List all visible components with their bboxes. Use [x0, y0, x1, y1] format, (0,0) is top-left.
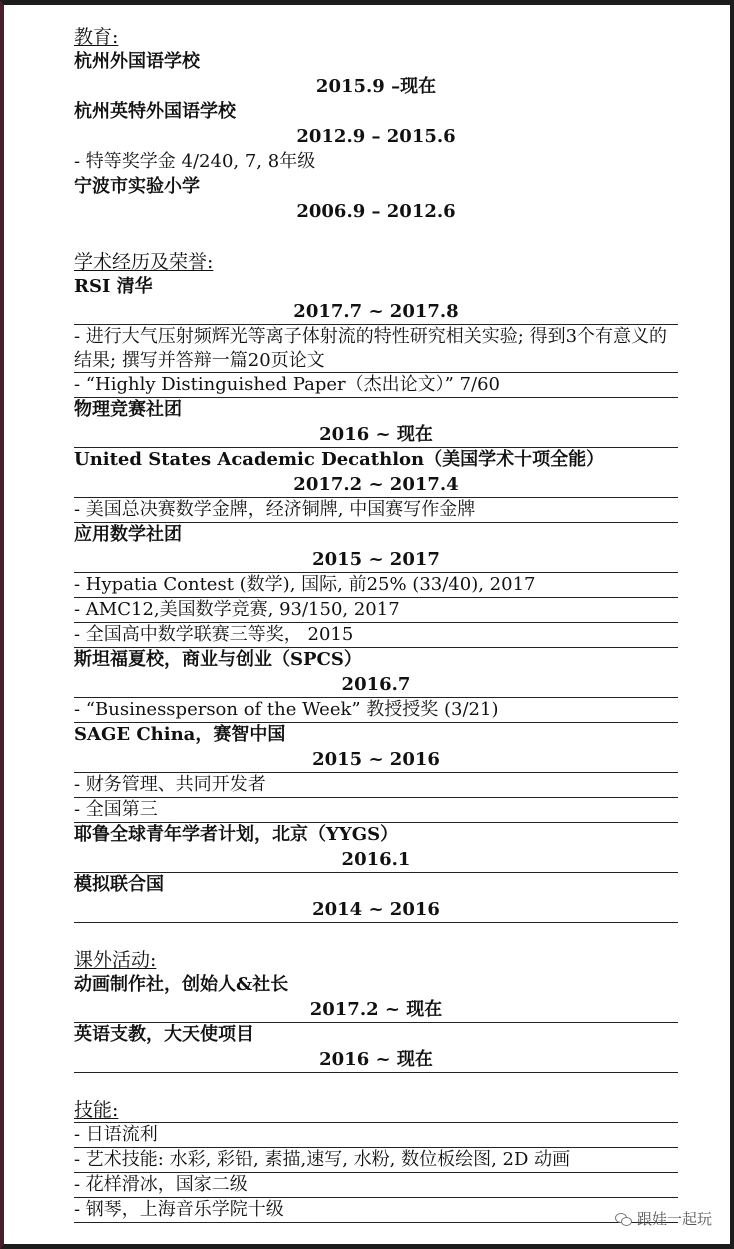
mun-date: 2014 ~ 2016 [74, 898, 678, 923]
sage-title: SAGE China，赛智中国 [74, 724, 286, 745]
animation-date: 2017.2 ~ 现在 [74, 998, 678, 1023]
school-title: 杭州外国语学校 [74, 51, 200, 72]
physics-date: 2016 ~ 现在 [74, 423, 678, 448]
skills-heading: 技能: [74, 1098, 678, 1123]
decathlon-detail: - 美国总决赛数学金牌，经济铜牌, 中国赛写作金牌 [74, 498, 678, 523]
rsi-detail: - 进行大气压射频辉光等离子体射流的特性研究相关实验; 得到3个有意义的结果; 撰写并答辩一篇20页论文 [74, 325, 678, 373]
math-title: 应用数学社团 [74, 524, 182, 545]
sage-detail: - 全国第三 [74, 798, 678, 823]
school-date: 2015.9 –现在 [315, 76, 437, 97]
math-detail: - Hypatia Contest (数学), 国际, 前25% (33/40), 2017 [74, 573, 678, 598]
skills-section [74, 1098, 678, 1223]
school-title: 宁波市实验小学 [74, 176, 200, 197]
yygs-date: 2016.1 [74, 848, 678, 873]
math-detail: - AMC12,美国数学竞赛, 93/150, 2017 [74, 598, 678, 623]
watermark-text: 跟娃一起玩 [636, 1210, 712, 1228]
academic-section [74, 250, 678, 923]
teaching-date: 2016 ~ 现在 [74, 1048, 678, 1073]
school-title: 杭州英特外国语学校 [74, 101, 236, 122]
section-gap [74, 923, 678, 948]
animation-title: 动画制作社，创始人&社长 [74, 974, 289, 995]
skill-item: - 日语流利 [74, 1123, 678, 1148]
school-date: 2012.9 – 2015.6 [296, 126, 456, 147]
spcs-detail: - “Businessperson of the Week” 教授授奖 (3/21) [74, 698, 678, 723]
rsi-date: 2017.7 ~ 2017.8 [74, 300, 678, 325]
skill-item: - 花样滑冰，国家二级 [74, 1173, 678, 1198]
skill-item: - 钢琴，上海音乐学院十级 [74, 1198, 678, 1223]
spcs-date: 2016.7 [74, 673, 678, 698]
extracurricular-section [74, 948, 678, 1073]
wechat-icon [615, 1212, 633, 1226]
section-gap [74, 225, 678, 250]
school-date: 2006.9 – 2012.6 [296, 201, 456, 222]
decathlon-title: United States Academic Decathlon（美国学术十项全能） [74, 449, 605, 470]
section-gap [74, 1073, 678, 1098]
education-heading: 教育: [74, 26, 119, 48]
math-detail: - 全国高中数学联赛三等奖， 2015 [74, 623, 678, 648]
math-date: 2015 ~ 2017 [74, 548, 678, 573]
watermark [615, 1208, 712, 1229]
mun-title: 模拟联合国 [74, 874, 164, 895]
rsi-award: - “Highly Distinguished Paper（杰出论文）” 7/60 [74, 373, 678, 398]
resume-content [74, 25, 678, 1223]
rsi-title: RSI 清华 [74, 276, 153, 297]
education-section [74, 25, 678, 225]
sage-date: 2015 ~ 2016 [74, 748, 678, 773]
yygs-title: 耶鲁全球青年学者计划，北京（YYGS） [74, 824, 399, 845]
physics-title: 物理竞赛社团 [74, 399, 182, 420]
skill-item: - 艺术技能: 水彩, 彩铅, 素描,速写, 水粉, 数位板绘图, 2D 动画 [74, 1148, 678, 1173]
extracurricular-heading: 课外活动: [74, 949, 157, 971]
sage-detail: - 财务管理、共同开发者 [74, 773, 678, 798]
academic-heading: 学术经历及荣誉: [74, 251, 214, 273]
spcs-title: 斯坦福夏校，商业与创业（SPCS） [74, 649, 362, 670]
teaching-title: 英语支教，大天使项目 [74, 1024, 254, 1045]
decathlon-date: 2017.2 ~ 2017.4 [74, 473, 678, 498]
school-detail: - 特等奖学金 4/240, 7, 8年级 [74, 151, 316, 172]
